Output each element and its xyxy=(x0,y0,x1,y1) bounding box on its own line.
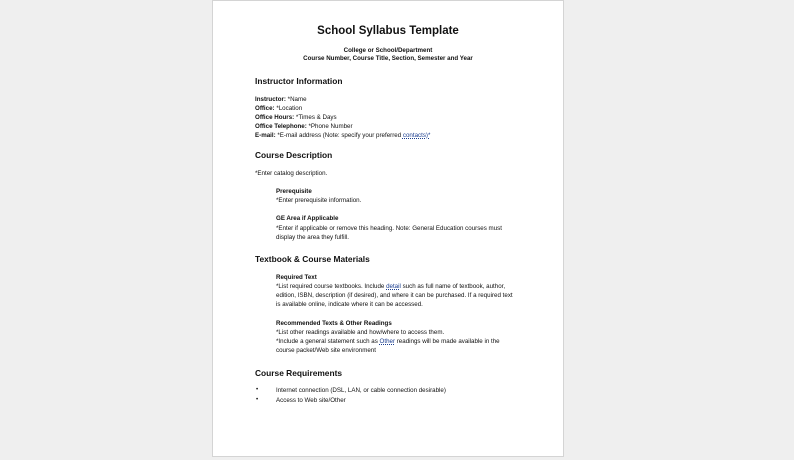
required-text-line-2: edition, ISBN, description (if desired), and where it can be purchased. If a required text xyxy=(276,292,513,299)
requirement-item: Access to Web site/Other xyxy=(276,397,346,404)
instructor-row xyxy=(255,95,307,104)
other-link[interactable]: Other xyxy=(379,338,396,345)
document-subtitle-department: College or School/Department xyxy=(343,47,433,54)
office-telephone-value: *Phone Number xyxy=(306,123,353,130)
recommended-text-line-3: course packet/Web site environment xyxy=(276,347,376,354)
document-title: School Syllabus Template xyxy=(317,25,459,37)
required-text-label: Required Text xyxy=(276,274,317,281)
recommended-text-line-2a: *Include a general statement such as xyxy=(276,338,380,345)
requirements-heading: Course Requirements xyxy=(255,368,343,378)
office-value: *Location xyxy=(274,105,303,112)
office-hours-row xyxy=(255,113,337,122)
office-telephone-row xyxy=(255,122,353,131)
catalog-description: *Enter catalog description. xyxy=(255,170,328,177)
required-text-line-3: is available online, indicate where it can be accessed. xyxy=(276,301,423,308)
recommended-text-line-1: *List other readings available and how/where to access them. xyxy=(276,329,445,336)
document-page xyxy=(212,0,564,457)
email-row xyxy=(255,131,430,140)
prerequisite-label: Prerequisite xyxy=(276,188,312,195)
requirement-item: Internet connection (DSL, LAN, or cable connection desirable) xyxy=(276,387,446,394)
ge-area-text-1: *Enter if applicable or remove this heading. Note: General Education courses must xyxy=(276,225,502,232)
detail-link[interactable]: detail xyxy=(386,283,401,290)
bullet-icon: • xyxy=(256,396,259,403)
office-telephone-label: Office Telephone: xyxy=(255,123,307,130)
email-label: E-mail: xyxy=(255,132,276,139)
recommended-text-line-2 xyxy=(276,337,500,346)
office-row xyxy=(255,104,302,113)
instructor-heading: Instructor Information xyxy=(255,76,343,86)
materials-heading: Textbook & Course Materials xyxy=(255,254,370,264)
email-value: *E-mail address (Note: specify your preferred xyxy=(275,132,403,139)
required-text-line-1a: *List required course textbooks. Include xyxy=(276,283,387,290)
contacts-link[interactable]: contacts)* xyxy=(402,132,431,139)
bullet-icon: • xyxy=(256,386,259,393)
description-heading: Course Description xyxy=(255,150,333,160)
office-hours-value: *Times & Days xyxy=(294,114,337,121)
ge-area-label: GE Area if Applicable xyxy=(276,215,339,222)
instructor-name-value: *Name xyxy=(285,96,307,103)
office-label: Office: xyxy=(255,105,275,112)
recommended-texts-label: Recommended Texts & Other Readings xyxy=(276,320,392,327)
required-text-line-1b: such as full name of textbook, author, xyxy=(400,283,506,290)
prerequisite-text: *Enter prerequisite information. xyxy=(276,197,362,204)
recommended-text-line-2b: readings will be made available in the xyxy=(395,338,500,345)
required-text-line-1 xyxy=(276,282,505,291)
office-hours-label: Office Hours: xyxy=(255,114,295,121)
document-subtitle-course: Course Number, Course Title, Section, Semester and Year xyxy=(303,55,473,62)
instructor-name-label: Instructor: xyxy=(255,96,286,103)
ge-area-text-2: display the area they fulfill. xyxy=(276,234,349,241)
